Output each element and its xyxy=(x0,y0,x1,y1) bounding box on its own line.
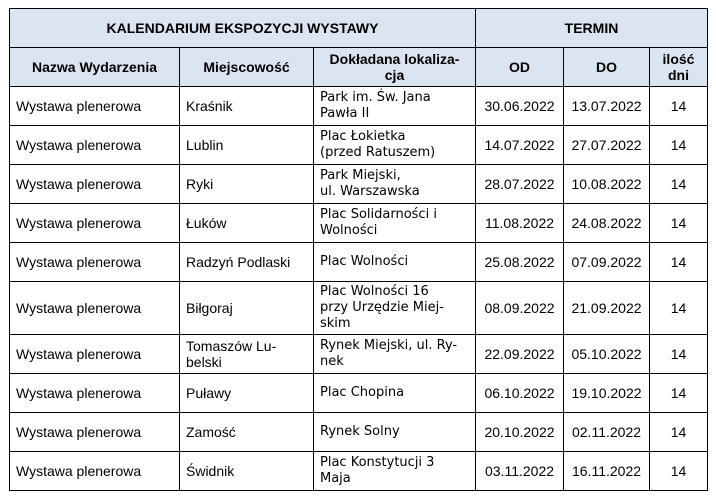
days-count-cell: 14 xyxy=(650,413,708,452)
column-header-event: Nazwa Wydarzenia xyxy=(10,48,180,87)
from-date-cell: 11.08.2022 xyxy=(476,204,564,243)
city-line1: Zamość xyxy=(186,424,236,440)
days-count-cell: 14 xyxy=(650,374,708,413)
city-cell xyxy=(180,282,314,335)
column-header-location xyxy=(314,48,476,87)
city-line1: Puławy xyxy=(186,385,232,401)
location-cell xyxy=(314,335,476,374)
table-title: KALENDARIUM EKSPOZYCJI WYSTAWY xyxy=(10,9,476,48)
days-count-cell: 14 xyxy=(650,126,708,165)
event-cell: Wystawa plenerowa xyxy=(10,413,180,452)
location-line2: Pawła II xyxy=(320,106,370,121)
table-row xyxy=(10,204,708,243)
table-row xyxy=(10,374,708,413)
city-line1: Radzyń Podlaski xyxy=(186,254,291,270)
to-date-cell: 07.09.2022 xyxy=(564,243,650,282)
column-header-from: OD xyxy=(476,48,564,87)
to-date-cell: 21.09.2022 xyxy=(564,282,650,335)
to-date-cell: 05.10.2022 xyxy=(564,335,650,374)
location-cell xyxy=(314,452,476,491)
table-body xyxy=(10,87,708,491)
city-cell xyxy=(180,243,314,282)
city-cell xyxy=(180,204,314,243)
from-date-cell: 20.10.2022 xyxy=(476,413,564,452)
table-row xyxy=(10,413,708,452)
city-cell xyxy=(180,374,314,413)
days-count-cell: 14 xyxy=(650,165,708,204)
location-line2: Wolności xyxy=(320,223,378,238)
table-row xyxy=(10,282,708,335)
location-cell xyxy=(314,282,476,335)
event-cell: Wystawa plenerowa xyxy=(10,374,180,413)
city-cell xyxy=(180,87,314,126)
days-count-cell: 14 xyxy=(650,87,708,126)
from-date-cell: 03.11.2022 xyxy=(476,452,564,491)
city-line1: Świdnik xyxy=(186,463,235,479)
column-header-city: Miejscowość xyxy=(180,48,314,87)
city-cell xyxy=(180,452,314,491)
days-count-cell: 14 xyxy=(650,335,708,374)
location-line1: Plac Wolności 16 xyxy=(320,284,429,299)
location-line2: przy Urzędzie Miej- xyxy=(320,300,444,315)
location-line1: Plac Łokietka xyxy=(320,129,406,144)
to-date-cell: 02.11.2022 xyxy=(564,413,650,452)
event-cell: Wystawa plenerowa xyxy=(10,165,180,204)
location-line2: ul. Warszawska xyxy=(320,184,420,199)
location-line1: Rynek Miejski, ul. Ry- xyxy=(320,338,458,353)
to-date-cell: 10.08.2022 xyxy=(564,165,650,204)
event-cell: Wystawa plenerowa xyxy=(10,204,180,243)
location-line1: Park im. Św. Jana xyxy=(320,90,431,105)
event-cell: Wystawa plenerowa xyxy=(10,87,180,126)
event-cell: Wystawa plenerowa xyxy=(10,452,180,491)
exhibition-calendar-table xyxy=(9,8,708,491)
days-count-cell: 14 xyxy=(650,204,708,243)
city-line1: Ryki xyxy=(186,176,214,192)
location-cell xyxy=(314,165,476,204)
location-line2: (przed Ratuszem) xyxy=(320,145,436,160)
from-date-cell: 22.09.2022 xyxy=(476,335,564,374)
location-line1: Rynek Solny xyxy=(320,424,400,439)
city-cell xyxy=(180,165,314,204)
column-header-location-line2: cja xyxy=(384,67,405,83)
location-line1: Park Miejski, xyxy=(320,168,401,183)
to-date-cell: 13.07.2022 xyxy=(564,87,650,126)
city-line1: Łuków xyxy=(186,215,227,231)
column-header-days-line1: ilość xyxy=(662,51,695,67)
city-line1: Kraśnik xyxy=(186,98,233,114)
from-date-cell: 06.10.2022 xyxy=(476,374,564,413)
location-cell xyxy=(314,204,476,243)
location-line1: Plac Solidarności i xyxy=(320,207,437,222)
from-date-cell: 25.08.2022 xyxy=(476,243,564,282)
from-date-cell: 28.07.2022 xyxy=(476,165,564,204)
table-row xyxy=(10,126,708,165)
table-row xyxy=(10,452,708,491)
city-cell xyxy=(180,335,314,374)
from-date-cell: 30.06.2022 xyxy=(476,87,564,126)
header-row-title xyxy=(10,9,708,48)
column-header-days xyxy=(650,48,708,87)
termin-header: TERMIN xyxy=(476,9,708,48)
location-line1: Plac Konstytucji 3 xyxy=(320,455,435,470)
location-cell xyxy=(314,87,476,126)
to-date-cell: 27.07.2022 xyxy=(564,126,650,165)
to-date-cell: 16.11.2022 xyxy=(564,452,650,491)
table-row xyxy=(10,243,708,282)
to-date-cell: 24.08.2022 xyxy=(564,204,650,243)
location-line2: Maja xyxy=(320,471,351,486)
column-header-days-line2: dni xyxy=(668,67,689,83)
table-row xyxy=(10,335,708,374)
location-cell xyxy=(314,126,476,165)
location-cell xyxy=(314,413,476,452)
city-line1: Tomaszów Lu- xyxy=(186,338,277,354)
location-line1: Plac Chopina xyxy=(320,385,405,400)
location-line1: Plac Wolności xyxy=(320,254,409,269)
column-header-to: DO xyxy=(564,48,650,87)
city-cell xyxy=(180,413,314,452)
days-count-cell: 14 xyxy=(650,452,708,491)
city-line2: belski xyxy=(186,354,222,370)
header-row-columns xyxy=(10,48,708,87)
location-line2: nek xyxy=(320,354,344,369)
city-line1: Lublin xyxy=(186,137,224,153)
to-date-cell: 19.10.2022 xyxy=(564,374,650,413)
table-row xyxy=(10,165,708,204)
from-date-cell: 08.09.2022 xyxy=(476,282,564,335)
days-count-cell: 14 xyxy=(650,282,708,335)
table-row xyxy=(10,87,708,126)
event-cell: Wystawa plenerowa xyxy=(10,243,180,282)
event-cell: Wystawa plenerowa xyxy=(10,126,180,165)
from-date-cell: 14.07.2022 xyxy=(476,126,564,165)
event-cell: Wystawa plenerowa xyxy=(10,282,180,335)
city-cell xyxy=(180,126,314,165)
location-cell xyxy=(314,374,476,413)
column-header-location-line1: Dokładana lokaliza- xyxy=(329,51,460,67)
days-count-cell: 14 xyxy=(650,243,708,282)
event-cell: Wystawa plenerowa xyxy=(10,335,180,374)
location-cell xyxy=(314,243,476,282)
city-line1: Biłgoraj xyxy=(186,300,233,316)
location-line3: skim xyxy=(320,316,351,331)
